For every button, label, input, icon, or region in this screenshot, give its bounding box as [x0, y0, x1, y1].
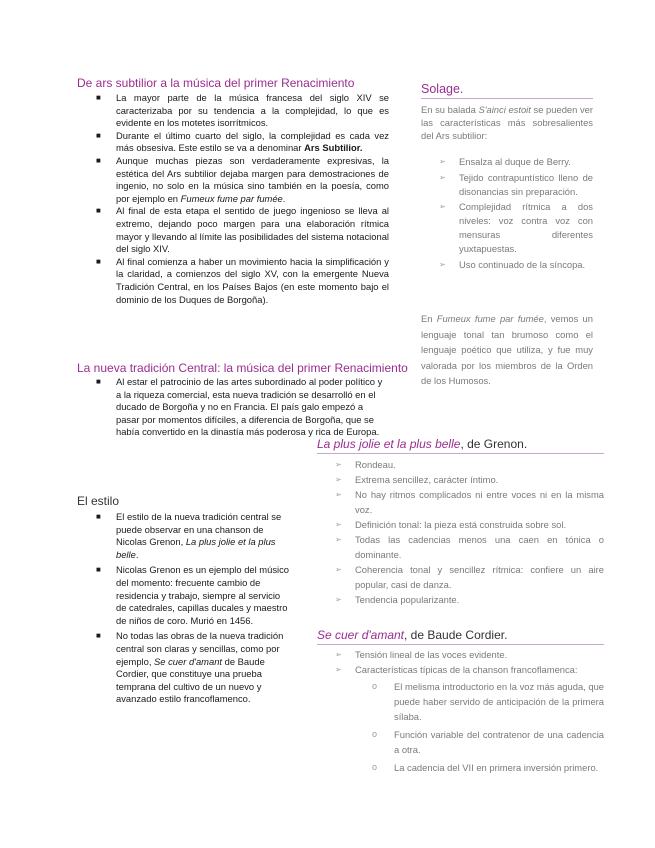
- list-item: ■ Aunque muchas piezas son verdaderamente expresivas, la estética del Ars subtilior dejaba margen para demostraciones de ingenio, no solo en la música sino también en la poesía, como por ejemplo en Fumeux fume par fumée.: [96, 154, 389, 204]
- list-item: o La cadencia del VII en primera inversión primero.: [372, 762, 599, 773]
- solage-rule: [421, 98, 593, 99]
- arrow-bullet-icon: ➢: [439, 157, 446, 166]
- circle-bullet-icon: o: [372, 729, 378, 739]
- solage-list: [439, 155, 593, 271]
- grenon-rule: [317, 453, 604, 454]
- solage-intro: En su balada S'ainci estoit se pueden ver las características más sobresalientes del Ars subtilior:: [421, 104, 594, 142]
- list-item: ■ Durante el último cuarto del siglo, la complejidad es cada vez más obsesiva. Este estilo se va a denominar Ars Subtilior.: [96, 129, 389, 154]
- list-item: ■ La mayor parte de la música francesa del siglo XIV se caracterizaba por su tendencia a la complejidad, lo que es evidente en los motetes isorrítmicos.: [96, 92, 389, 129]
- arrow-bullet-icon: ➢: [439, 172, 446, 182]
- square-bullet-icon: ■: [96, 512, 101, 521]
- list-item: ➢ Tendencia popularizante.: [335, 594, 460, 605]
- arrow-bullet-icon: ➢: [335, 460, 342, 469]
- list-item: ■ Al final de esta etapa el sentido de juego ingenioso se lleva al extremo, dejando poco margen para una elaboración rítmica mayor y llevando al límite las posibilidades del sistema notacional del siglo XIV.: [96, 205, 389, 255]
- cordier-sublist: [372, 679, 605, 775]
- circle-bullet-icon: o: [372, 762, 378, 772]
- section-title-el-estilo: El estilo: [77, 494, 120, 508]
- list-item: ➢ Rondeau.: [335, 459, 396, 470]
- arrow-bullet-icon: ➢: [335, 565, 342, 574]
- list-item: ■ Al final comienza a haber un movimiento hacia la simplificación y la claridad, a comienzos del siglo XV, con la emergente Nueva Tradición Central, en los Países Bajos (en este momento bajo el dominio de los Duques de Borgoña).: [96, 255, 389, 305]
- arrow-bullet-icon: ➢: [439, 202, 446, 212]
- list-item: ■ No todas las obras de la nueva tradición central son claras y sencillas, como por ejemplo, Se cuer d'amant de Baude Cordier, que constituye una prueba temprana del cultivo de un nuevo y avanzado estilo francoflamenco.: [96, 630, 284, 705]
- arrow-bullet-icon: ➢: [335, 520, 342, 529]
- solage-outro: En Fumeux fume par fumée, vemos un lenguaje tonal tan brumoso como el lenguaje poético que utiliza, y fue muy valorada por los miembros de la Orden de los Humosos.: [421, 313, 593, 387]
- grenon-title: La plus jolie et la plus belle, de Grenon.: [317, 437, 528, 451]
- arrow-bullet-icon: ➢: [335, 490, 342, 499]
- list-item: ➢ Definición tonal: la pieza está construida sobre sol.: [335, 519, 567, 530]
- list-item: o El melisma introductorio en la voz más aguda, que puede haber servido de anticipación de la primera sílaba.: [372, 681, 605, 722]
- list-item: ➢ No hay ritmos complicados ni entre voces ni en la misma voz.: [335, 489, 604, 515]
- section-title-ars-subtilior: De ars subtilior a la música del primer Renacimiento: [77, 76, 355, 90]
- list-item: ➢ Ensalza al duque de Berry.: [439, 156, 571, 167]
- list-item: ➢ Características típicas de la chanson francoflamenca: o El melisma introductorio en la voz más aguda, que puede haber servido de anticipación de la primera sílaba. o Función variable del contratenor de una cadencia a otra. o La cadencia del VII en primera inversión primero.: [335, 664, 605, 773]
- list-item: ➢ Uso continuado de la síncopa.: [439, 258, 586, 270]
- square-bullet-icon: ■: [96, 206, 101, 216]
- section-title-nueva-tradicion: La nueva tradición Central: la música del primer Renacimiento: [77, 361, 408, 375]
- list-item: ➢ Coherencia tonal y sencillez rítmica: confiere un aire popular, casi de danza.: [335, 564, 604, 590]
- nueva-tradicion-list: [96, 376, 389, 439]
- square-bullet-icon: ■: [96, 377, 101, 386]
- square-bullet-icon: ■: [96, 93, 101, 102]
- arrow-bullet-icon: ➢: [335, 475, 342, 484]
- square-bullet-icon: ■: [96, 256, 101, 266]
- list-item: ■ Nicolas Grenon es un ejemplo del músico del momento: frecuente cambio de residencia y trabajo, siempre al servicio de catedrales, capillas ducales y maestro de niños de coro. Murió en 1456.: [96, 564, 290, 626]
- list-item: ➢ Tensión lineal de las voces evidente.: [335, 649, 508, 660]
- square-bullet-icon: ■: [96, 130, 101, 140]
- list-item: ➢ Complejidad rítmica a dos niveles: voz contra voz con mensuras diferentes yuxtapuestas.: [439, 201, 593, 254]
- list-item: ■ El estilo de la nueva tradición central se puede observar en una chanson de Nicolas Grenon, La plus jolie et la plus belle.: [96, 511, 282, 560]
- list-item: ■ Al estar el patrocinio de las artes subordinado al poder político y a la riqueza comercial, esta nueva tradición se desarrolló en el ducado de Borgoña y no en Francia. El país galo empezó a pasar por momentos difíciles, a diferencia de Borgoña, que se había convertido en la dinastía más poderosa y rica de Europa.: [96, 376, 383, 438]
- cordier-list: [335, 647, 605, 775]
- square-bullet-icon: ■: [96, 565, 101, 575]
- cordier-rule: [317, 644, 604, 645]
- arrow-bullet-icon: ➢: [335, 665, 342, 674]
- arrow-bullet-icon: ➢: [335, 595, 342, 604]
- arrow-bullet-icon: ➢: [335, 535, 342, 544]
- grenon-list: [335, 457, 604, 607]
- ars-subtilior-list: [96, 92, 389, 306]
- square-bullet-icon: ■: [96, 155, 101, 165]
- arrow-bullet-icon: ➢: [439, 259, 446, 269]
- list-item: o Función variable del contratenor de una cadencia a otra.: [372, 729, 604, 755]
- circle-bullet-icon: o: [372, 681, 378, 691]
- solage-title: Solage.: [421, 82, 464, 96]
- cordier-title: Se cuer d'amant, de Baude Cordier.: [317, 628, 508, 642]
- estilo-list: [96, 511, 290, 706]
- list-item: ➢ Tejido contrapuntístico lleno de disonancias sin preparación.: [439, 171, 593, 197]
- list-item: ➢ Extrema sencillez, carácter íntimo.: [335, 474, 499, 485]
- square-bullet-icon: ■: [96, 631, 101, 641]
- list-item: ➢ Todas las cadencias menos una caen en tónica o dominante.: [335, 534, 604, 560]
- arrow-bullet-icon: ➢: [335, 650, 342, 659]
